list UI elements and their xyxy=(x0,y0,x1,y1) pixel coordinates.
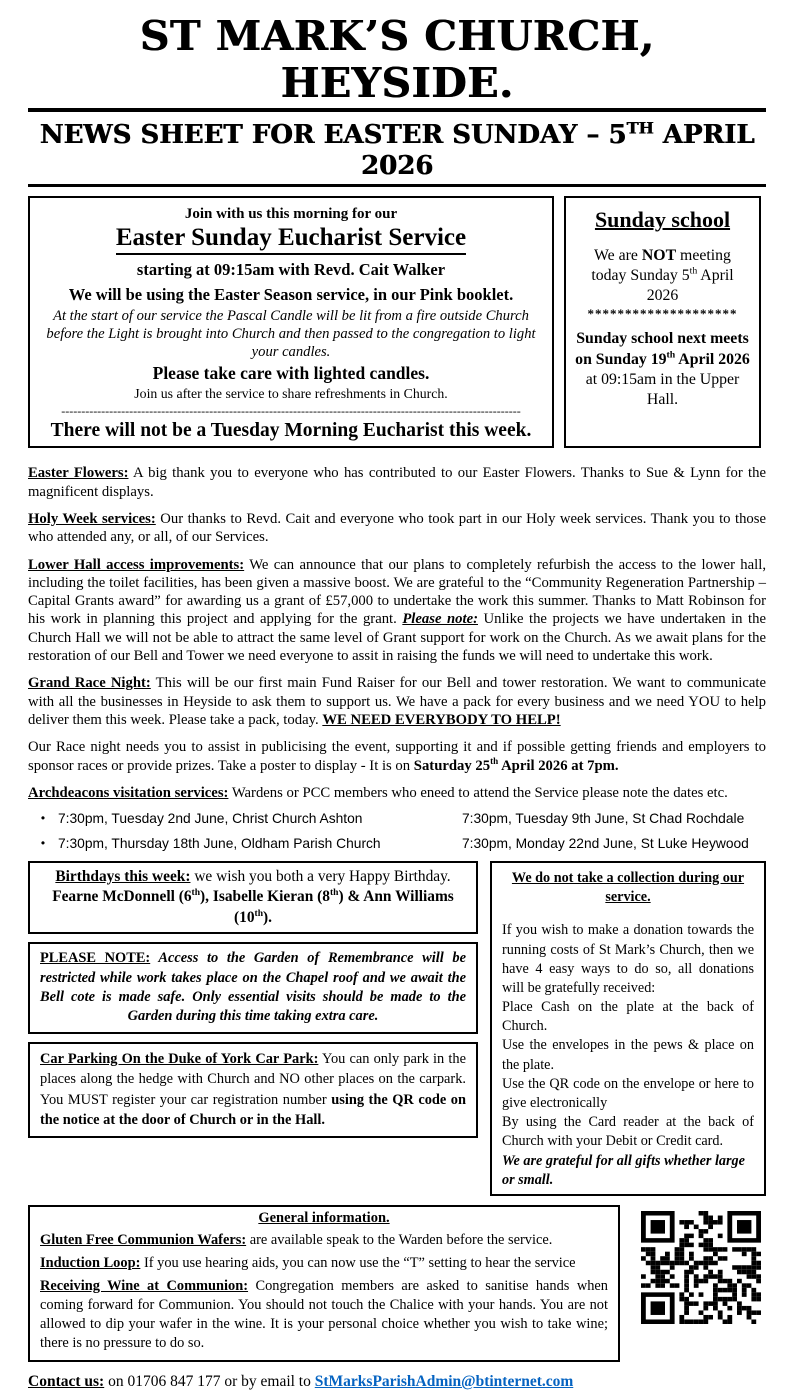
page-header xyxy=(28,13,766,187)
notice-left-column xyxy=(28,861,478,1196)
collection-way-cash: Place Cash on the plate at the back of Church. xyxy=(502,999,754,1035)
list-item xyxy=(28,836,766,851)
subtitle-pre: NEWS SHEET FOR EASTER SUNDAY – 5 xyxy=(39,120,627,151)
bullet-icon: • xyxy=(40,836,46,851)
receiving-wine-item: Receiving Wine at Communion: Congregation members are asked to sanitise hands when coming forward for Communion. You should not touch the Chalice with your hands. You are not allowed to dip your wafer in the wine. It is your personal choice whether you wish to take wine; there is no pressure to do so. xyxy=(40,1277,608,1351)
car-parking-body: You can only park in the places along the hedge with Church and NO other places on the carpark. You MUST register your car registration number xyxy=(40,1050,466,1108)
induction-loop-item: Induction Loop: If you use hearing aids, you can now use the “T” setting to hear the service xyxy=(40,1254,576,1271)
visit-date-right: 7:30pm, Monday 22nd June, St Luke Heywood xyxy=(462,836,749,852)
top-boxes-row xyxy=(28,196,766,449)
garden-restriction-box xyxy=(28,942,478,1034)
contact-footer xyxy=(28,1373,766,1391)
contact-us-heading: Contact us: xyxy=(28,1372,105,1390)
birthdays-box xyxy=(28,861,478,934)
notice-right-column xyxy=(490,861,766,1196)
car-parking-qr-instruction: using the QR code on the notice at the door of Church or in the Hall. xyxy=(40,1091,466,1129)
service-heading: Easter Sunday Eucharist Service xyxy=(40,224,542,255)
easter-flowers-body: A big thank you to everyone who has contributed to our Easter Flowers. Thanks to Sue & Lynn for the magnificent displays. xyxy=(28,465,766,500)
bullet-icon: • xyxy=(40,811,46,826)
qr-code xyxy=(641,1211,761,1324)
easter-flowers-heading: Easter Flowers: xyxy=(28,465,129,482)
visit-date-left: 7:30pm, Thursday 18th June, Oldham Parish Church xyxy=(58,836,381,852)
archdeacons-paragraph xyxy=(28,784,766,802)
general-information-title: General information. xyxy=(258,1209,390,1226)
visit-date-right: 7:30pm, Tuesday 9th June, St Chad Rochdale xyxy=(462,811,745,827)
please-note-label: Please note: xyxy=(402,611,478,628)
collection-intro: If you wish to make a donation towards the running costs of St Mark’s Church, then we have 4 easy ways to do so, all donations will be gratefully received: xyxy=(502,922,754,996)
race-night-body: This will be our first main Fund Raiser for our Bell and tower restoration. We want to communicate with all the businesses in Heyside to ask them to support us. We have a pack for every business and we need YOU to help deliver them this week. Please take a pack, today. xyxy=(28,675,766,728)
race-night-call-to-action: WE NEED EVERYBODY TO HELP! xyxy=(322,711,561,728)
easter-service-box xyxy=(28,196,554,449)
notice-boxes-row xyxy=(28,861,766,1196)
subtitle-post: APRIL 2026 xyxy=(360,120,755,182)
collection-way-qr: Use the QR code on the envelope or here to give electronically xyxy=(502,1075,754,1111)
service-start-time: starting at 09:15am with Revd. Cait Walker xyxy=(136,259,446,279)
email-link[interactable]: StMarksParishAdmin@btinternet.com xyxy=(314,1372,574,1390)
church-title xyxy=(28,13,766,112)
birthdays-intro-line: Birthdays this week: we wish you both a very Happy Birthday. xyxy=(55,868,451,886)
pascal-candle-note: At the start of our service the Pascal Candle will be lit from a fire outside Church before the Light is brought into Church and then passed to the congregation to light your candles. xyxy=(46,307,536,361)
gluten-free-heading: Gluten Free Communion Wafers: xyxy=(40,1231,247,1248)
gluten-free-item: Gluten Free Communion Wafers: are available speak to the Warden before the service. xyxy=(40,1231,553,1248)
service-intro: Join with us this morning for our xyxy=(184,205,398,222)
receiving-wine-heading: Receiving Wine at Communion: xyxy=(40,1277,249,1294)
birthdays-names: Fearne McDonnell (6th), Isabelle Kieran (8th) & Ann Williams (10th). xyxy=(52,887,454,926)
holy-week-heading: Holy Week services: xyxy=(28,510,156,527)
sunday-school-box xyxy=(564,196,761,449)
archdeacons-heading: Archdeacons visitation services: xyxy=(28,784,229,801)
please-note-heading: PLEASE NOTE: xyxy=(40,950,151,967)
candle-care-warning: Please take care with lighted candles. xyxy=(152,363,430,384)
news-sheet-subtitle-text xyxy=(28,120,766,186)
collection-way-envelopes: Use the envelopes in the pews & place on the plate. xyxy=(502,1037,754,1073)
list-item xyxy=(28,811,766,826)
visit-date-left: 7:30pm, Tuesday 2nd June, Christ Church Ashton xyxy=(58,811,363,827)
garden-restriction-body: Access to the Garden of Remembrance will be restricted while work takes place on the Chapel roof and we await the Bell cote is made safe. Only essential visits should be made to the Garden during this time taking extra care. xyxy=(40,950,466,1025)
visitation-dates-list xyxy=(28,811,766,851)
general-information-row xyxy=(28,1205,766,1362)
archdeacons-body: Wardens or PCC members who eneed to attend the Service please note the dates etc. xyxy=(228,784,728,801)
news-sheet-subtitle xyxy=(28,120,766,186)
race-night-paragraph xyxy=(28,674,766,729)
race-follow-body: Our Race night needs you to assist in publicising the event, supporting it and if possible getting friends and employers to sponsor races or provide prizes. Take a poster to display - It is on xyxy=(28,739,766,774)
news-section xyxy=(28,464,766,851)
race-night-heading: Grand Race Night: xyxy=(28,675,151,692)
lower-hall-heading: Lower Hall access improvements: xyxy=(28,556,245,573)
collection-way-card: By using the Card reader at the back of Church with your Debit or Credit card. xyxy=(502,1114,754,1150)
subtitle-ordinal: TH xyxy=(626,118,654,138)
easter-flowers-paragraph xyxy=(28,464,766,501)
sunday-school-next-meeting: Sunday school next meets on Sunday 19th April 2026 at 09:15am in the Upper Hall. xyxy=(575,330,750,408)
collection-closing: We are grateful for all gifts whether large or small. xyxy=(502,1152,745,1188)
car-parking-heading: Car Parking On the Duke of York Car Park: xyxy=(40,1050,319,1067)
collection-heading: We do not take a collection during our service. xyxy=(511,870,745,906)
church-title-text: ST MARK’S CHURCH, HEYSIDE. xyxy=(28,13,766,112)
no-tuesday-eucharist-note: There will not be a Tuesday Morning Eucharist this week. xyxy=(50,420,532,442)
race-date: Saturday 25th April 2026 at 7pm. xyxy=(413,755,619,774)
refreshments-note: Join us after the service to share refreshments in Church. xyxy=(134,386,448,402)
contact-details: on 01706 847 177 or by email to xyxy=(104,1372,315,1390)
lower-hall-body-2: Unlike the projects we have undertaken in the Church Hall we will not be able to attract the same level of Grant support for work on the Church. As we await plans for the restoration of our Bell and Tower we need everyone to assit in raising the funds we will need to undertake this work. xyxy=(28,611,766,665)
race-follow-paragraph xyxy=(28,738,766,775)
lower-hall-body-1: We can announce that our plans to completely refurbish the access to the lower hall, including the toilet facilities, has been given a massive boost. We are grateful to the “Community Regeneration Partnership – Capital Grants award” for awarding us a grant of £57,000 to undertake the work this summer. Thanks to Matt Robinson for his work in planning this project and applying for the grant. xyxy=(28,556,767,628)
stars-separator: ******************** xyxy=(587,306,738,322)
birthdays-heading: Birthdays this week: xyxy=(55,868,191,886)
general-information-box xyxy=(28,1205,620,1362)
holy-week-body: Our thanks to Revd. Cait and everyone who took part in our Holy week services. Thank you to those who attended any, or all, of our Services. xyxy=(28,510,766,546)
sunday-school-not-meeting: We are NOT meeting today Sunday 5th April 2026 xyxy=(591,246,734,305)
sunday-school-title: Sunday school xyxy=(594,206,731,232)
service-booklet-note: We will be using the Easter Season service, in our Pink booklet. xyxy=(68,284,514,304)
collection-box xyxy=(490,861,766,1196)
dashed-divider: ------------------------------------------------------------------------------------------------------------------- xyxy=(61,405,521,418)
induction-loop-heading: Induction Loop: xyxy=(40,1254,141,1271)
lower-hall-paragraph xyxy=(28,556,766,666)
car-parking-box xyxy=(28,1042,478,1138)
holy-week-paragraph xyxy=(28,510,766,547)
